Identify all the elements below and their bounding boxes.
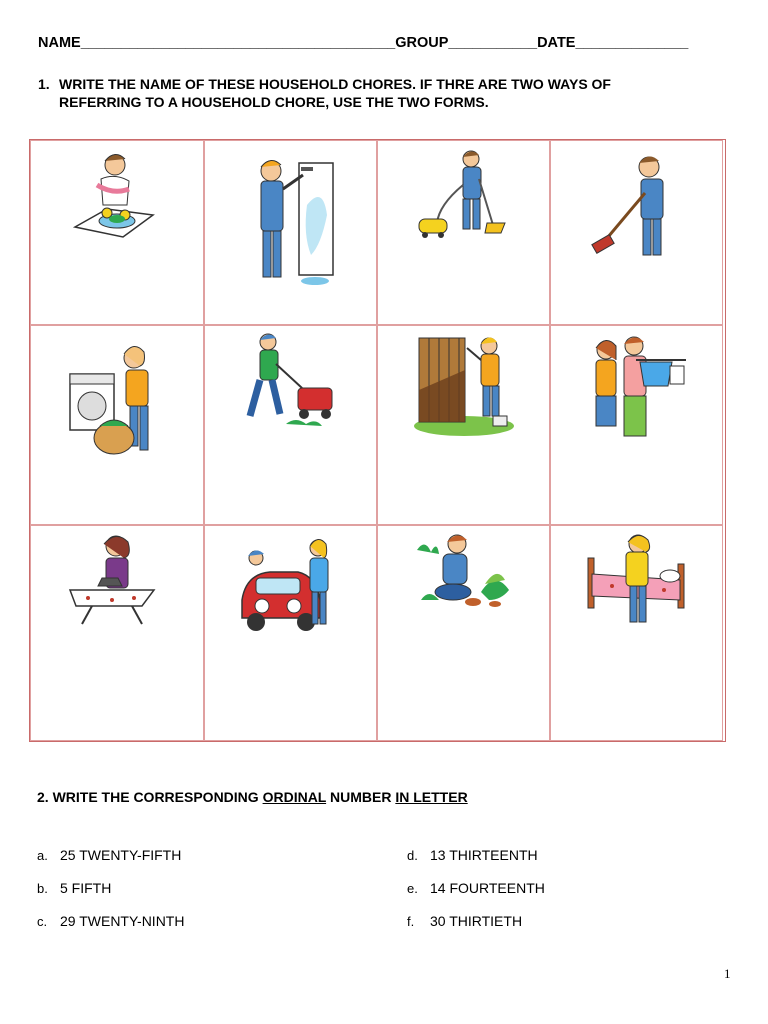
chore-cell-1 — [30, 140, 204, 325]
question-2-prefix: 2. WRITE THE CORRESPONDING — [37, 789, 263, 805]
answer-letter: e. — [407, 881, 418, 896]
washing-dishes-icon — [67, 145, 167, 245]
ironing-icon — [62, 530, 172, 630]
answer-text: 29 TWENTY-NINTH — [60, 913, 185, 929]
page-number: 1 — [724, 966, 731, 981]
vacuuming-icon — [409, 145, 519, 245]
question-1-number: 1. — [38, 76, 50, 92]
answer-item-b — [37, 880, 111, 896]
painting-fence-icon — [409, 330, 519, 440]
question-2-in-letter: IN LETTER — [395, 789, 468, 805]
answer-item-d — [407, 847, 538, 863]
answer-text: 5 FIFTH — [60, 880, 112, 896]
chore-cell-11 — [377, 525, 550, 741]
answer-letter: d. — [407, 848, 418, 863]
answer-text: 30 THIRTIETH — [430, 913, 523, 929]
question-1-line-1: WRITE THE NAME OF THESE HOUSEHOLD CHORES. IF THRE ARE TWO WAYS OF — [59, 76, 611, 92]
folding-clothes-icon — [582, 330, 692, 450]
chore-cell-2 — [204, 140, 377, 325]
answer-letter: c. — [37, 914, 48, 929]
answer-letter: f. — [407, 914, 415, 929]
answer-item-f — [407, 913, 522, 929]
doing-laundry-icon — [62, 330, 172, 470]
question-2-ordinal: ORDINAL — [262, 789, 327, 805]
washing-car-icon — [236, 530, 346, 650]
chore-cell-5 — [30, 325, 204, 525]
chores-picture-grid — [29, 139, 726, 742]
answer-letter: b. — [37, 881, 48, 896]
answer-text: 13 THIRTEENTH — [430, 847, 538, 863]
gardening-icon — [409, 530, 519, 620]
question-1 — [38, 75, 738, 111]
mowing-lawn-icon — [236, 330, 346, 440]
question-2-middle: NUMBER — [326, 789, 396, 805]
answer-item-a — [37, 847, 181, 863]
sweeping-floor-icon — [587, 145, 687, 265]
chore-cell-8 — [550, 325, 723, 525]
making-bed-icon — [582, 530, 692, 630]
answer-text: 14 FOURTEENTH — [430, 880, 545, 896]
chore-cell-7 — [377, 325, 550, 525]
question-1-line-2: REFERRING TO A HOUSEHOLD CHORE, USE THE TWO FORMS. — [59, 94, 489, 110]
chore-cell-9 — [30, 525, 204, 741]
answer-text: 25 TWENTY-FIFTH — [60, 847, 182, 863]
name-group-date-line: NAME_______________________________________GROUP___________DATE______________ — [38, 35, 689, 51]
question-2-heading — [37, 789, 468, 805]
chore-cell-10 — [204, 525, 377, 741]
answer-item-e — [407, 880, 545, 896]
chore-cell-4 — [550, 140, 723, 325]
cleaning-windows-icon — [241, 145, 341, 295]
chore-cell-6 — [204, 325, 377, 525]
answer-letter: a. — [37, 848, 48, 863]
answer-item-c — [37, 913, 184, 929]
chore-cell-3 — [377, 140, 550, 325]
chore-cell-12 — [550, 525, 723, 741]
